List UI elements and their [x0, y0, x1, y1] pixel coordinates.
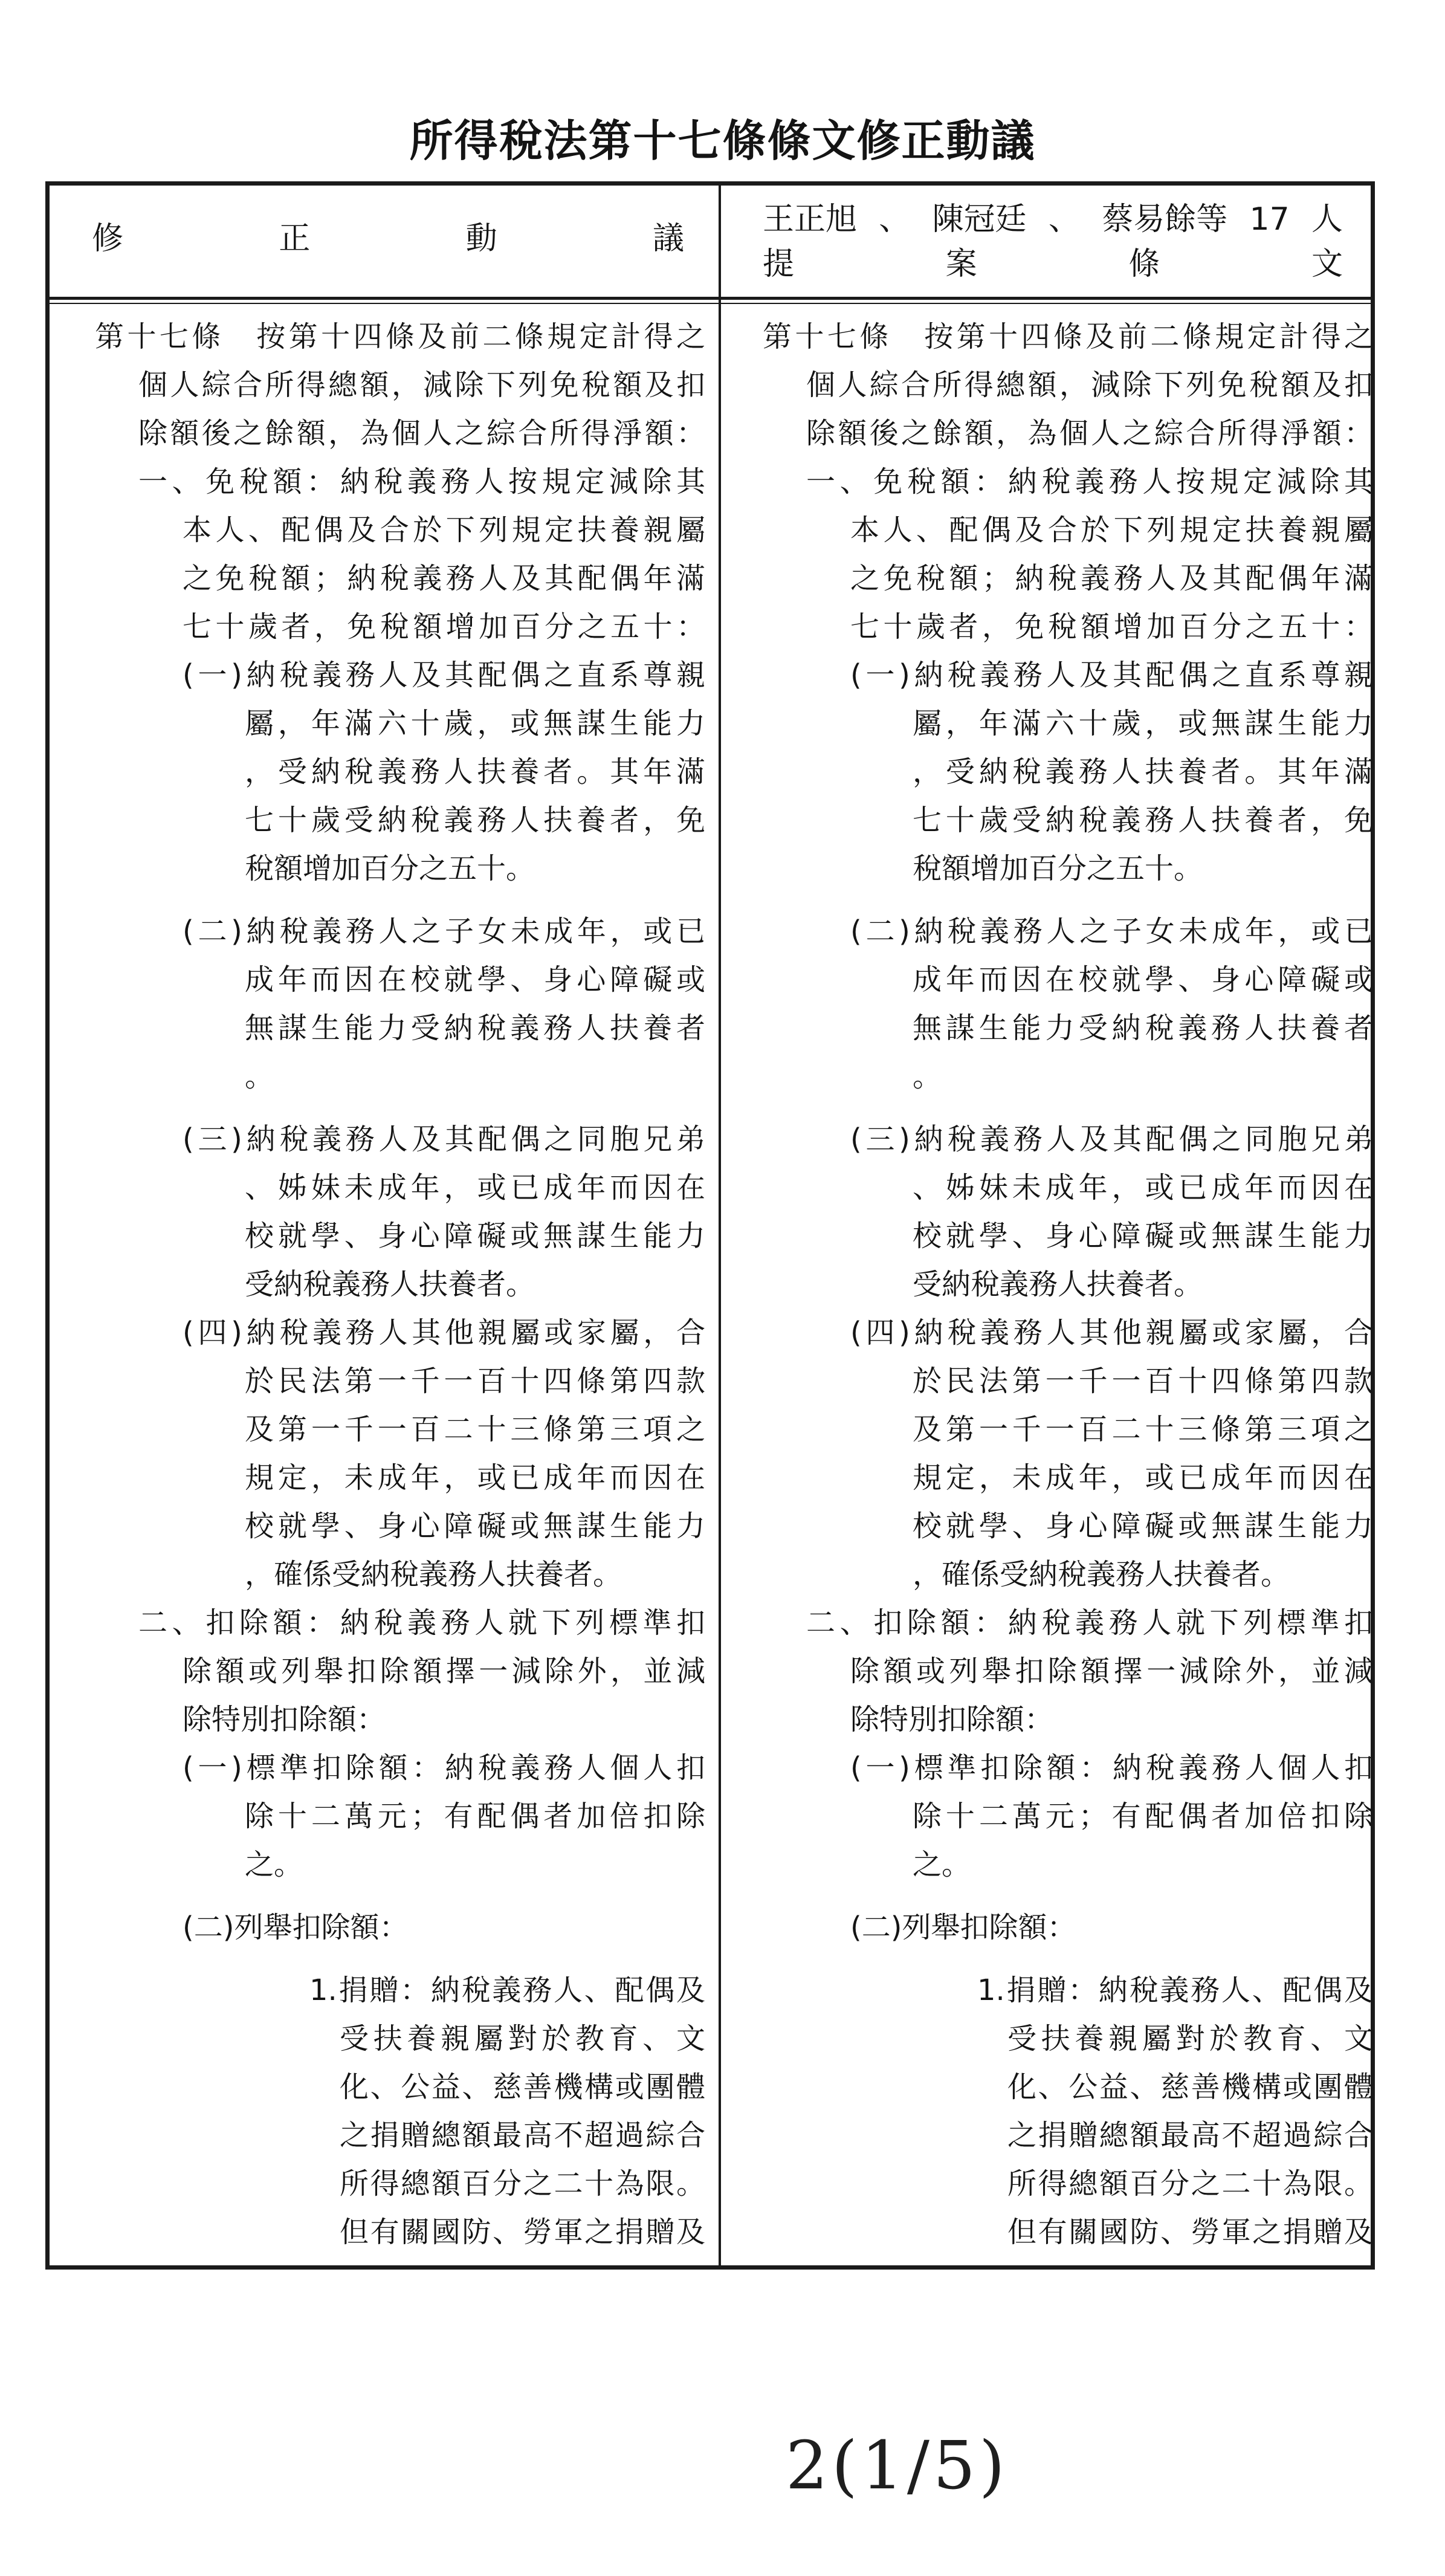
statute-line: 受納稅義務人扶養者。 [245, 1267, 535, 1301]
statute-line: (一)納稅義務人及其配偶之直系尊親 [183, 658, 705, 692]
statute-line: 七十歲者，免稅額增加百分之五十： [850, 610, 1373, 644]
column-divider [719, 186, 721, 2265]
statute-line: 及第一千一百二十三條第三項之 [913, 1413, 1373, 1446]
statute-line: (四)納稅義務人其他親屬或家屬，合 [850, 1316, 1373, 1350]
paragraph-gap [763, 1952, 1373, 1966]
statute-line: 二、扣除額：納稅義務人就下列標準扣 [138, 1606, 705, 1640]
statute-line: ，確係受納稅義務人扶養者。 [245, 1558, 622, 1591]
statute-line: 無謀生能力受納稅義務人扶養者 [245, 1011, 705, 1045]
statute-line: 個人綜合所得總額，減除下列免稅額及扣 [138, 368, 705, 402]
statute-line: 稅額增加百分之五十。 [913, 852, 1203, 885]
statute-line: (二)納稅義務人之子女未成年，或已 [183, 914, 705, 948]
statute-line: (三)納稅義務人及其配偶之同胞兄弟 [850, 1122, 1373, 1156]
statute-line: 除額後之餘額，為個人之綜合所得淨額： [806, 416, 1373, 450]
statute-line: 校就學、身心障礙或無謀生能力 [913, 1219, 1373, 1253]
handwritten-page-number: 2(1/5) [786, 2427, 1009, 2504]
paragraph-gap [95, 1952, 705, 1966]
statute-line: 於民法第一千一百十四條第四款 [913, 1364, 1373, 1398]
statute-line: 及第一千一百二十三條第三項之 [245, 1413, 705, 1446]
statute-line: ，確係受納稅義務人扶養者。 [913, 1558, 1290, 1591]
statute-line: 除額後之餘額，為個人之綜合所得淨額： [138, 416, 705, 450]
paragraph-gap [95, 1889, 705, 1903]
header-char: 王正旭 [763, 201, 858, 238]
statute-line: 本人、配偶及合於下列規定扶養親屬 [850, 513, 1373, 547]
header-char: 人 [1311, 201, 1343, 238]
header-char: 陳冠廷 [932, 201, 1027, 238]
statute-line: 屬，年滿六十歲，或無謀生能力 [913, 707, 1373, 740]
header-char: 文 [1311, 246, 1343, 282]
statute-line: 七十歲者，免稅額增加百分之五十： [183, 610, 705, 644]
statute-line: 除額或列舉扣除額擇一減除外，並減 [183, 1654, 705, 1688]
statute-line: 受扶養親屬對於教育、文 [340, 2022, 705, 2056]
paragraph-gap [763, 1889, 1373, 1903]
statute-line: 但有關國防、勞軍之捐贈及 [340, 2215, 705, 2249]
header-char: 正 [279, 221, 311, 257]
statute-line: 所得總額百分之二十為限。 [340, 2167, 705, 2201]
document-title: 所得稅法第十七條條文修正動議 [409, 115, 1036, 166]
statute-line: ，受納稅義務人扶養者。其年滿 [913, 755, 1373, 789]
header-char: 蔡易餘等 [1102, 201, 1228, 238]
statute-line: 化、公益、慈善機構或團體 [1007, 2070, 1373, 2104]
statute-line: 所得總額百分之二十為限。 [1007, 2167, 1373, 2201]
statute-line: 1.捐贈：納稅義務人、配偶及 [977, 1973, 1373, 2007]
statute-line: 一、免稅額：納稅義務人按規定減除其 [138, 465, 705, 499]
statute-line: (二)列舉扣除額： [183, 1911, 409, 1944]
paragraph-gap [763, 1101, 1373, 1115]
statute-line: 校就學、身心障礙或無謀生能力 [245, 1219, 705, 1253]
header-char: 提 [763, 246, 795, 282]
header-char: 、 [1048, 201, 1080, 238]
statute-line: 除十二萬元；有配偶者加倍扣除 [245, 1799, 705, 1833]
statute-line: (四)納稅義務人其他親屬或家屬，合 [183, 1316, 705, 1350]
statute-line: 但有關國防、勞軍之捐贈及 [1007, 2215, 1373, 2249]
statute-line: 之免稅額；納稅義務人及其配偶年滿 [850, 561, 1373, 595]
header-amendment-motion [92, 221, 684, 257]
statute-line: 規定，未成年，或已成年而因在 [245, 1461, 705, 1495]
statute-line: 於民法第一千一百十四條第四款 [245, 1364, 705, 1398]
statute-line: 無謀生能力受納稅義務人扶養者 [913, 1011, 1373, 1045]
proposal-column [763, 312, 1373, 2256]
statute-line: (二)納稅義務人之子女未成年，或已 [850, 914, 1373, 948]
statute-line: 之。 [913, 1848, 971, 1882]
statute-line: 之捐贈總額最高不超過綜合 [1007, 2118, 1373, 2152]
statute-line: 之免稅額；納稅義務人及其配偶年滿 [183, 561, 705, 595]
statute-line: 屬，年滿六十歲，或無謀生能力 [245, 707, 705, 740]
statute-line: 受納稅義務人扶養者。 [913, 1267, 1203, 1301]
paragraph-gap [95, 893, 705, 907]
statute-line: 、姊妹未成年，或已成年而因在 [245, 1171, 705, 1205]
statute-line: 除特別扣除額： [183, 1703, 386, 1736]
statute-line: 之捐贈總額最高不超過綜合 [340, 2118, 705, 2152]
statute-line: 、姊妹未成年，或已成年而因在 [913, 1171, 1373, 1205]
statute-line: 本人、配偶及合於下列規定扶養親屬 [183, 513, 705, 547]
header-rule [50, 297, 1371, 300]
header-char: 條 [1128, 246, 1160, 282]
statute-line: (二)列舉扣除額： [850, 1911, 1076, 1944]
header-char: 修 [92, 221, 124, 257]
paragraph-gap [763, 893, 1373, 907]
statute-line: 規定，未成年，或已成年而因在 [913, 1461, 1373, 1495]
header-proposers [763, 201, 1343, 238]
statute-line: 化、公益、慈善機構或團體 [340, 2070, 705, 2104]
statute-line: 一、免稅額：納稅義務人按規定減除其 [806, 465, 1373, 499]
statute-line: 第十七條 按第十四條及前二條規定計得之 [763, 320, 1373, 354]
header-char: 議 [652, 221, 684, 257]
statute-line: 成年而因在校就學、身心障礙或 [913, 963, 1373, 997]
statute-line: 除特別扣除額： [850, 1703, 1054, 1736]
statute-line: 稅額增加百分之五十。 [245, 852, 535, 885]
comparison-table [45, 181, 1375, 2270]
statute-line: 第十七條 按第十四條及前二條規定計得之 [95, 320, 705, 354]
statute-line: (一)納稅義務人及其配偶之直系尊親 [850, 658, 1373, 692]
header-char: 17 [1249, 201, 1290, 238]
statute-line: 。 [913, 1060, 942, 1093]
statute-line: 。 [245, 1060, 274, 1093]
statute-line: (三)納稅義務人及其配偶之同胞兄弟 [183, 1122, 705, 1156]
statute-line: 個人綜合所得總額，減除下列免稅額及扣 [806, 368, 1373, 402]
statute-line: 七十歲受納稅義務人扶養者，免 [913, 803, 1373, 837]
statute-line: 除額或列舉扣除額擇一減除外，並減 [850, 1654, 1373, 1688]
statute-line: 成年而因在校就學、身心障礙或 [245, 963, 705, 997]
statute-line: (一)標準扣除額：納稅義務人個人扣 [183, 1751, 705, 1785]
statute-line: 校就學、身心障礙或無謀生能力 [913, 1509, 1373, 1543]
header-rule-double [50, 303, 1371, 304]
header-proposed-text [763, 248, 1343, 280]
statute-line: 1.捐贈：納稅義務人、配偶及 [309, 1973, 705, 2007]
statute-line: ，受納稅義務人扶養者。其年滿 [245, 755, 705, 789]
header-char: 、 [879, 201, 911, 238]
statute-line: (一)標準扣除額：納稅義務人個人扣 [850, 1751, 1373, 1785]
statute-line: 七十歲受納稅義務人扶養者，免 [245, 803, 705, 837]
statute-line: 二、扣除額：納稅義務人就下列標準扣 [806, 1606, 1373, 1640]
header-char: 案 [945, 246, 977, 282]
statute-line: 校就學、身心障礙或無謀生能力 [245, 1509, 705, 1543]
amendment-column [95, 312, 705, 2256]
statute-line: 之。 [245, 1848, 303, 1882]
header-char: 動 [465, 221, 497, 257]
paragraph-gap [95, 1101, 705, 1115]
statute-line: 受扶養親屬對於教育、文 [1007, 2022, 1373, 2056]
statute-line: 除十二萬元；有配偶者加倍扣除 [913, 1799, 1373, 1833]
